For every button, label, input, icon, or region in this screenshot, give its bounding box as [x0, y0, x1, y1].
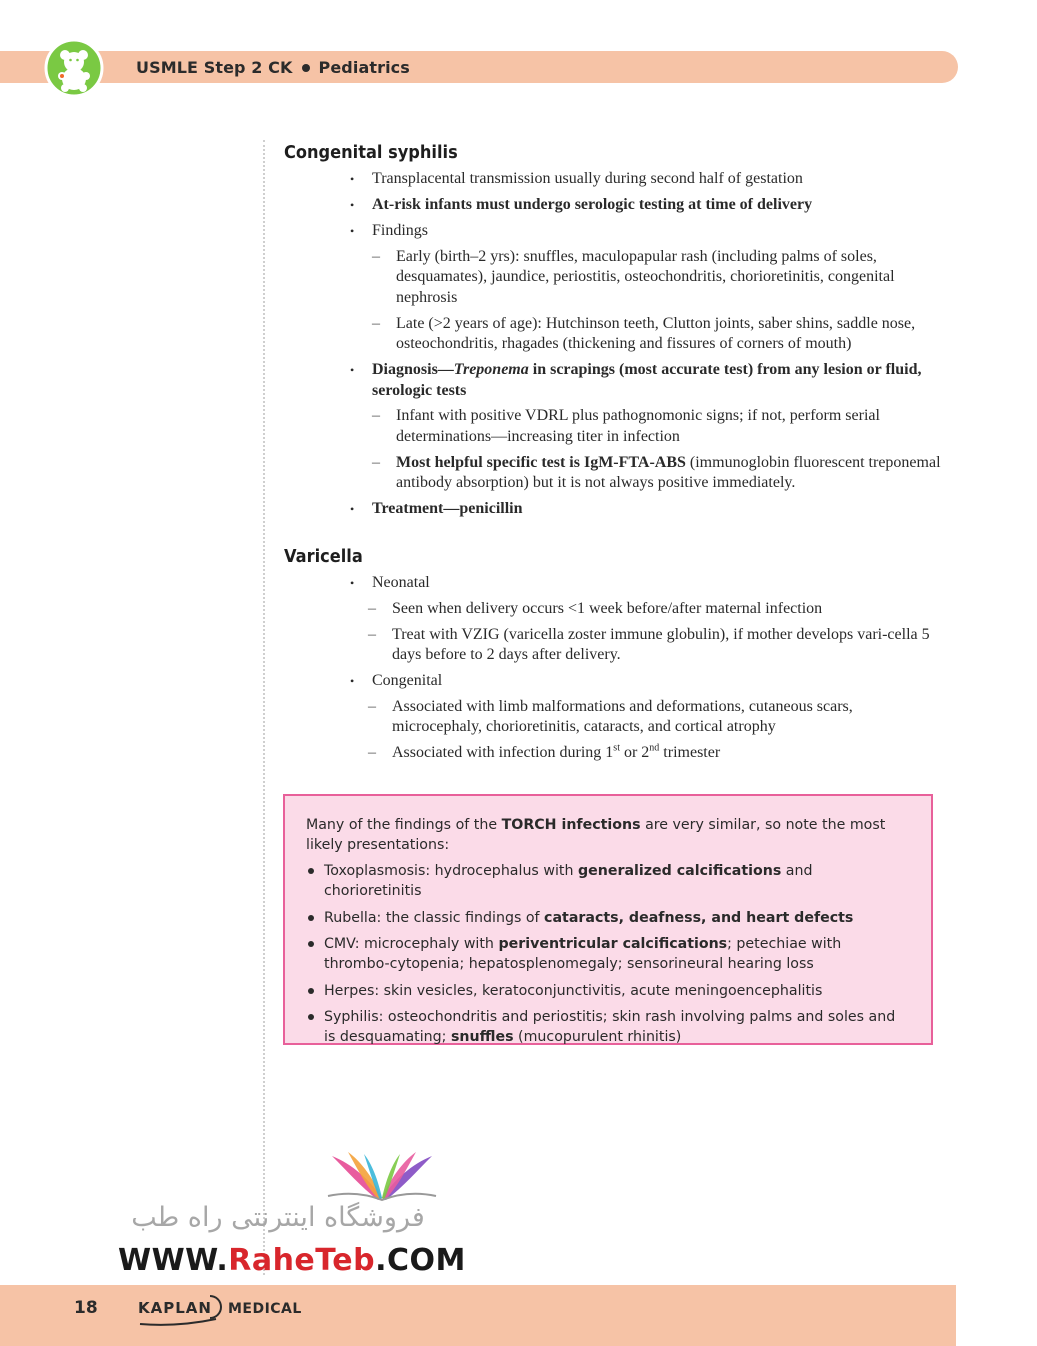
sub-bullet-text: Seen when delivery occurs <1 week before/after maternal infection: [392, 599, 823, 617]
running-header: [136, 58, 410, 77]
sub-bullet-text: Associated with limb malformations and deformations, cutaneous scars, microcephaly, chorioretinitis, cataracts, and cortical atrophy: [392, 697, 853, 735]
open-book-fan-icon: [326, 1150, 438, 1202]
text-fragment: and chorioretinitis: [324, 863, 813, 899]
list-item: [284, 671, 944, 764]
text-fragment: Most helpful specific test is IgM-FTA-ABS: [396, 453, 686, 471]
bullet-text: Findings: [372, 222, 429, 239]
brand-name: KAPLAN: [138, 1299, 212, 1317]
list-item: [368, 743, 944, 764]
neonatal-sublist: [368, 599, 944, 666]
kaplan-swoosh-icon: [138, 1318, 220, 1326]
kaplan-logo: [138, 1298, 302, 1319]
syphilis-list: [284, 169, 944, 520]
bullet-text: At-risk infants must undergo serologic testing at time of delivery: [372, 196, 813, 213]
text-fragment: periventricular calcifications: [498, 936, 728, 952]
superscript: st: [613, 742, 620, 754]
list-item: [284, 195, 944, 216]
text-fragment: ; petechiae with thrombo-cytopenia; hepatosplenomegaly; sensorineural hearing loss: [324, 936, 842, 972]
torch-item-rubella: [306, 908, 909, 928]
torch-item-syphilis: [306, 1007, 909, 1047]
text-fragment: Rubella: the classic findings of: [324, 909, 545, 926]
text-fragment: .COM: [375, 1243, 466, 1278]
text-fragment: (immunoglobin fluorescent treponemal antibody absorption) but it is not always positive immediately.: [396, 453, 941, 491]
book-title: USMLE Step 2 CK: [136, 58, 293, 77]
subject-title: Pediatrics: [318, 58, 410, 77]
section-heading-syphilis: Congenital syphilis: [284, 142, 458, 163]
watermark-persian-text: فروشگاه اینترنتی راه طب: [131, 1202, 425, 1233]
text-fragment: are very similar, so note the most likely presentations:: [306, 817, 886, 853]
text-fragment: or 2: [619, 744, 650, 761]
bullet-text: Treatment—penicillin: [372, 500, 523, 517]
sub-bullet-text: Early (birth–2 yrs): snuffles, maculopapular rash (including palms of soles, desquamates), jaundice, periostitis, osteochondritis, chorioretinitis, congenital nephrosis: [396, 247, 895, 306]
text-fragment: trimester: [659, 744, 721, 761]
diagnosis-sublist: [372, 406, 944, 494]
varicella-list: [284, 573, 944, 764]
list-item: [284, 360, 944, 494]
torch-callout-box: [283, 794, 933, 1045]
sub-bullet-text: Infant with positive VDRL plus pathognomonic signs; if not, perform serial determinations—increasing titer in infection: [396, 407, 880, 445]
list-item: [372, 453, 944, 494]
text-fragment: generalized calcifications: [577, 863, 782, 879]
text-fragment: Treponema: [453, 361, 529, 378]
superscript: nd: [649, 742, 660, 754]
text-fragment: RaheTeb: [228, 1243, 376, 1278]
torch-item-toxoplasmosis: [306, 861, 909, 901]
torch-intro: [306, 815, 909, 855]
list-item: [284, 169, 944, 190]
torch-list: [306, 861, 909, 1047]
list-item: [372, 247, 944, 309]
text-fragment: (mucopurulent rhinitis): [513, 1029, 682, 1045]
list-item: [368, 625, 944, 666]
list-item: [372, 314, 944, 355]
bullet-text: Congenital: [372, 672, 443, 689]
list-item: [372, 406, 944, 447]
list-item: [284, 573, 944, 666]
syphilis-content: [284, 169, 944, 525]
text-fragment: Syphilis: osteochondritis and periostitis; skin rash involving palms and soles and is desquamating;: [324, 1009, 896, 1045]
kaplan-arc-icon: [210, 1295, 222, 1319]
list-item: [284, 221, 944, 355]
section-heading-varicella: Varicella: [284, 546, 363, 567]
bullet-text: Neonatal: [372, 574, 430, 591]
torch-item-herpes: [306, 981, 909, 1001]
brand-sub: MEDICAL: [227, 1301, 302, 1317]
text-fragment: Many of the findings of the: [306, 817, 502, 833]
page-number: 18: [74, 1298, 98, 1318]
teddy-bear-icon: [44, 38, 104, 98]
bullet-text: Transplacental transmission usually during second half of gestation: [372, 170, 803, 187]
text-fragment: snuffles: [450, 1029, 514, 1045]
findings-sublist: [372, 247, 944, 355]
congenital-sublist: [368, 697, 944, 764]
list-item: [284, 499, 944, 520]
text-fragment: in scrapings (most accurate test) from any lesion or fluid, serologic tests: [372, 361, 922, 399]
margin-rule: [263, 140, 265, 1275]
separator-dot: [302, 64, 310, 72]
sub-bullet-text: Late (>2 years of age): Hutchinson teeth, Clutton joints, saber shins, saddle nose, osteochondritis, rhagades (thickening and fissures of corners of mouth): [396, 314, 916, 352]
diagnosis-text: [372, 361, 921, 399]
sub-bullet-text: Treat with VZIG (varicella zoster immune globulin), if mother develops vari-cella 5 days before to 2 days after delivery.: [392, 625, 930, 663]
text-fragment: Associated with infection during 1: [392, 744, 614, 761]
list-item: [368, 599, 944, 620]
text-fragment: CMV: microcephaly with: [324, 936, 499, 952]
text-fragment: Toxoplasmosis: hydrocephalus with: [324, 863, 578, 879]
text-fragment: Diagnosis—: [372, 361, 454, 378]
list-item: [368, 697, 944, 738]
text-fragment: cataracts, deafness, and heart defects: [544, 909, 854, 926]
text-fragment: TORCH infections: [501, 817, 641, 833]
text-fragment: Herpes: skin vesicles, keratoconjunctivitis, acute meningoencephalitis: [324, 982, 823, 999]
watermark-url: [118, 1243, 466, 1278]
text-fragment: WWW.: [118, 1243, 229, 1278]
torch-item-cmv: [306, 934, 909, 974]
varicella-content: [284, 573, 944, 769]
